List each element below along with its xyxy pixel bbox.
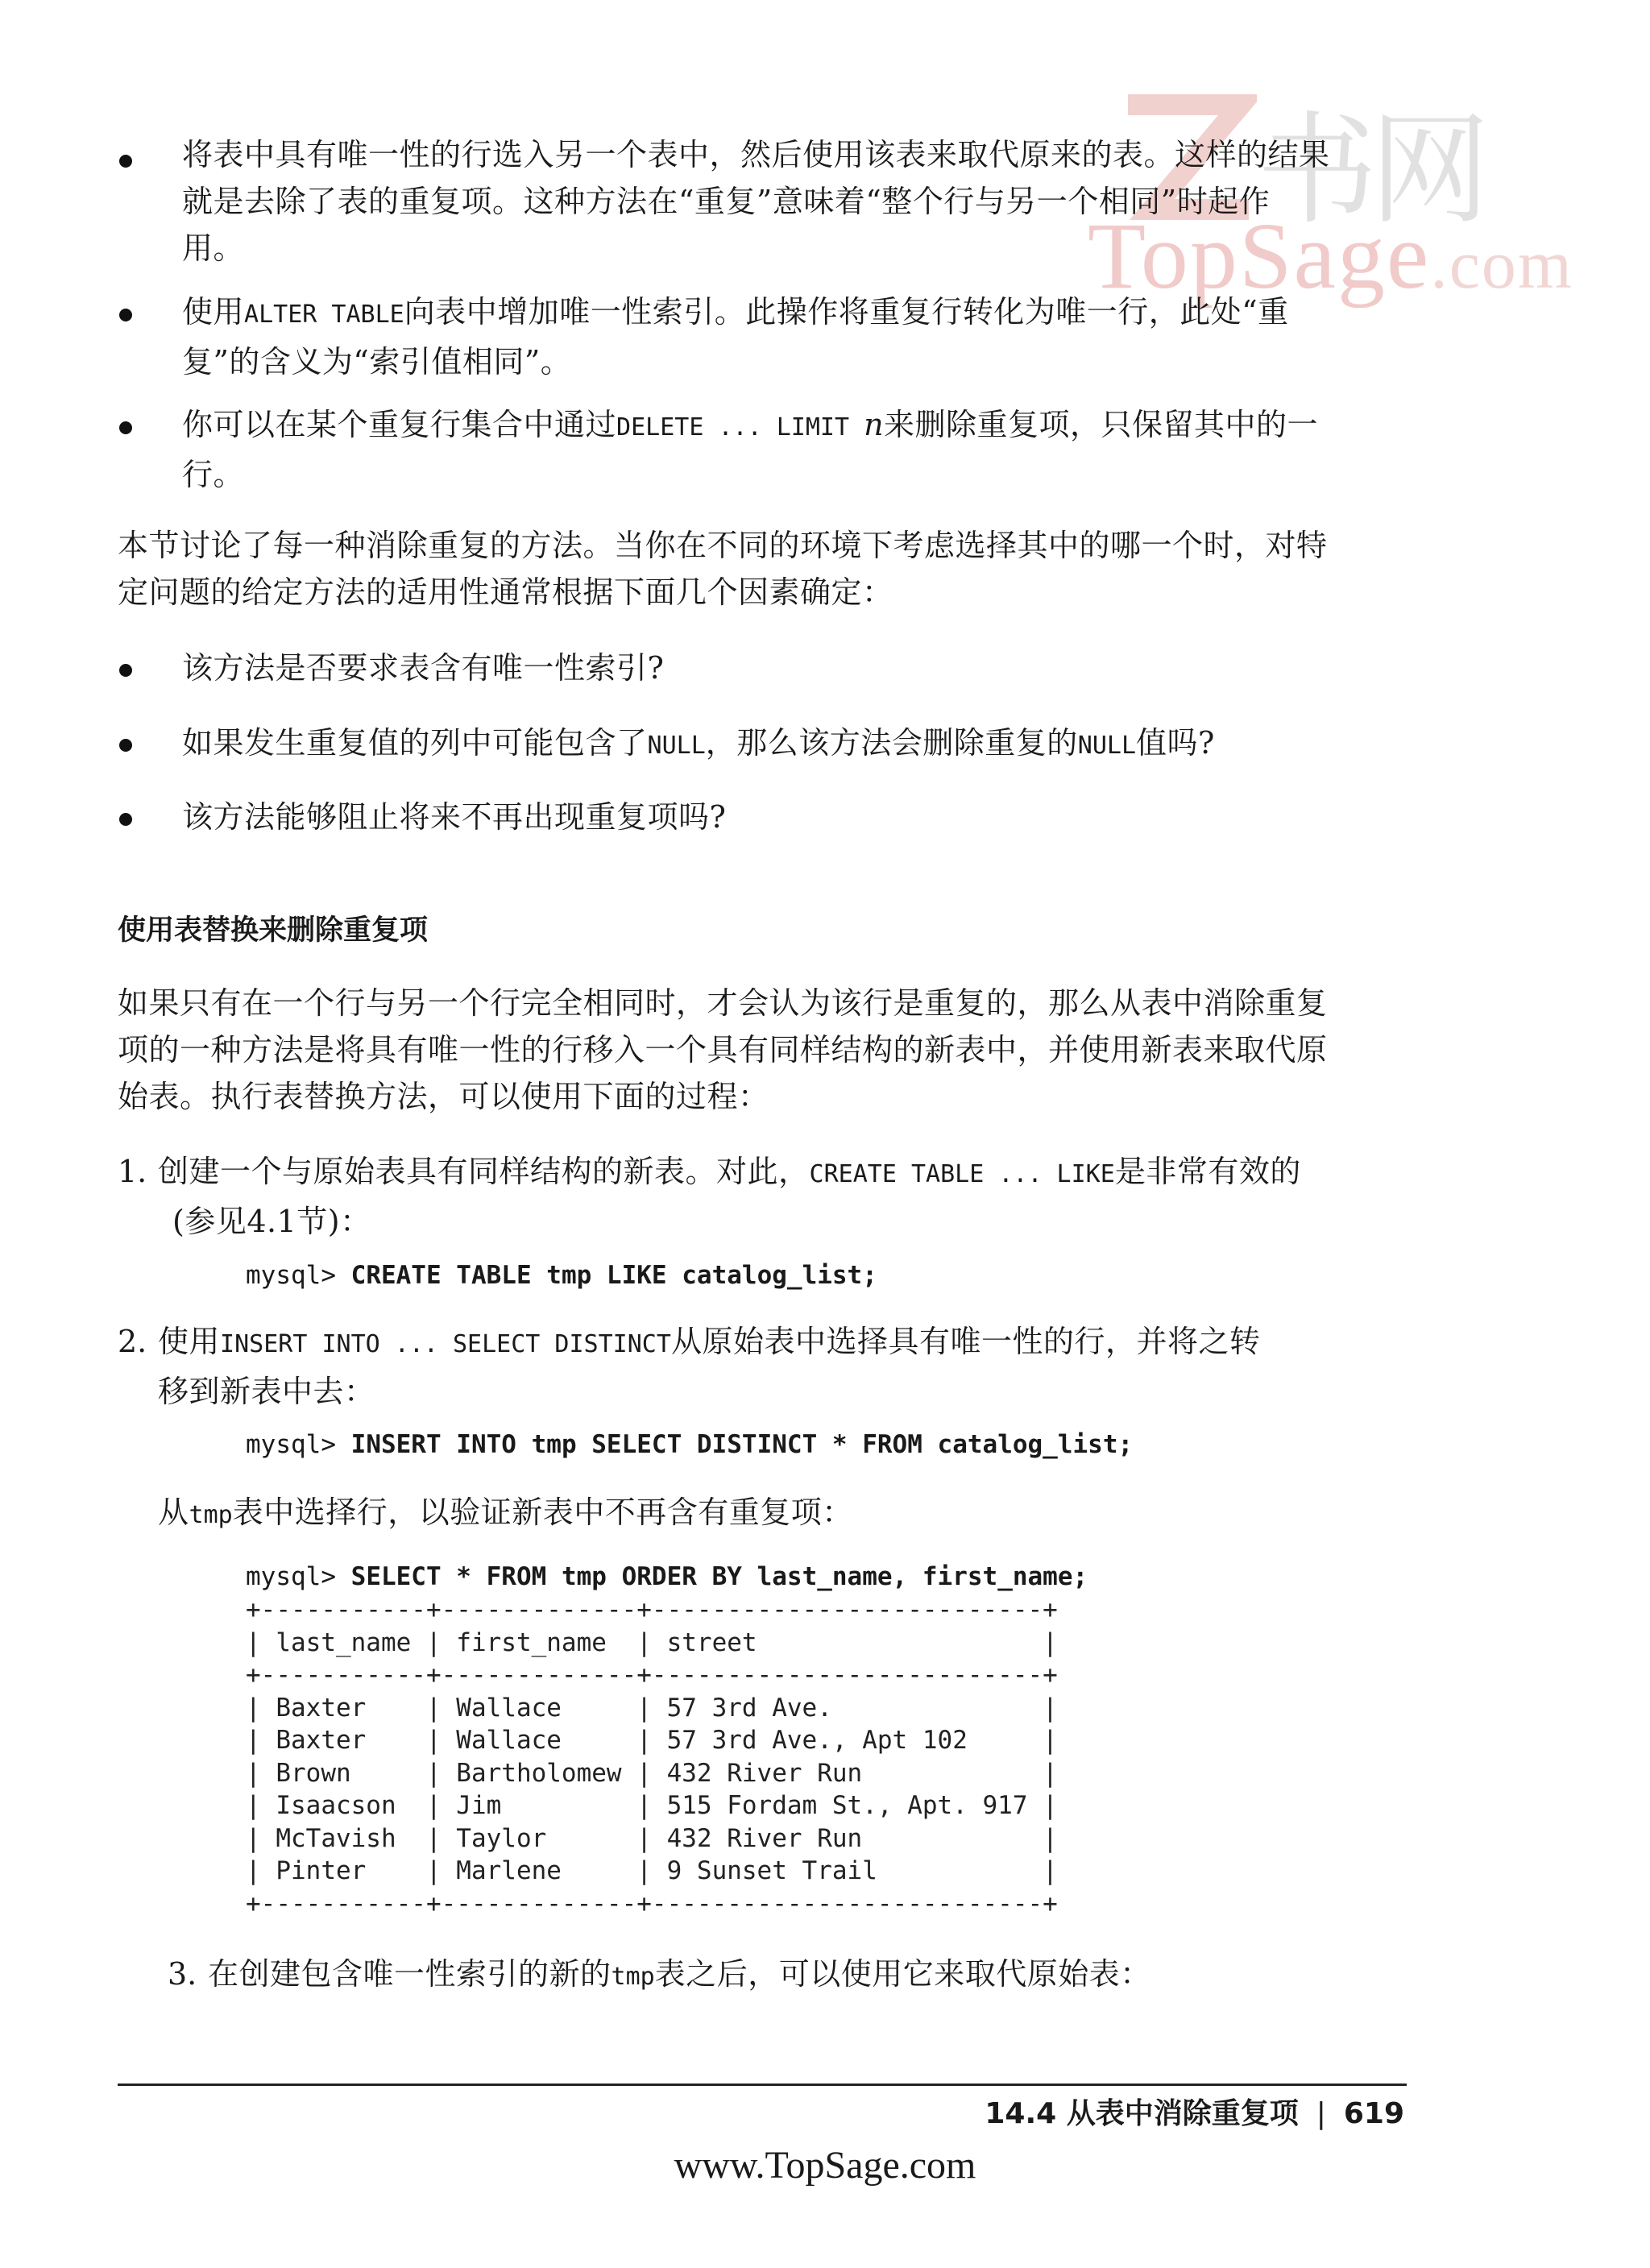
bullet-icon [119,813,132,826]
bullet-line: 行。 [182,457,245,492]
inline-code: INSERT INTO ... SELECT DISTINCT [220,1330,671,1358]
page-footer: 14.4 从表中消除重复项 | 619 [985,2097,1404,2130]
inline-code: NULL [1077,732,1137,760]
inline-code: tmp [189,1501,233,1529]
footer-rule [118,2083,1407,2086]
table-header: | last_name | first_name | street | [246,1627,1058,1657]
footer-section-title: 14.4 从表中消除重复项 [985,2097,1299,2130]
table-row: | Baxter | Wallace | 57 3rd Ave., Apt 102 | [246,1726,1058,1755]
bullet-icon [119,421,132,434]
bullet-icon [119,155,132,168]
step-number: 2. [118,1324,147,1359]
verify-text: 从tmp表中选择行，以验证新表中不再含有重复项： [158,1495,853,1530]
table-row: | Brown | Bartholomew | 432 River Run | [246,1758,1058,1788]
bullet-line: 将表中具有唯一性的行选入另一个表中，然后使用该表来取代原来的表。这样的结果 [182,137,1330,172]
table-row: | Baxter | Wallace | 57 3rd Ave. | [246,1693,1058,1723]
inline-variable: n [864,407,885,442]
section-paragraph: 如果只有在一个行与另一个行完全相同时，才会认为该行是重复的，那么从表中消除重复 项的一种方法是将具有唯一性的行移入一个具有同样结构的新表中，并使用新表来取代原 始表。执行表替换方法，可以使用下面的过程： [118,985,1328,1114]
bullet-icon [119,309,132,321]
site-url: www.TopSage.com [674,2144,976,2187]
step-number: 3. [168,1956,197,1992]
code-line: mysql> SELECT * FROM tmp ORDER BY last_name, first_name; [246,1562,1088,1591]
watermark-brand: TopSage.com [1088,203,1573,309]
code-line: mysql> CREATE TABLE tmp LIKE catalog_list; [246,1261,877,1290]
inline-code: DELETE ... LIMIT [616,413,864,442]
step-text: 在创建包含唯一性索引的新的tmp表之后，可以使用它来取代原始表： [208,1956,1151,1992]
page-number: 619 [1343,2097,1404,2130]
intro-paragraph: 本节讨论了每一种消除重复的方法。当你在不同的环境下考虑选择其中的哪一个时，对特 定问题的给定方法的适用性通常根据下面几个因素确定： [118,528,1328,610]
section-heading: 使用表替换来删除重复项 [118,914,429,947]
step-text: 使用INSERT INTO ... SELECT DISTINCT从原始表中选择具有唯一性的行，并将之转 移到新表中去： [158,1324,1261,1409]
inline-code: CREATE TABLE ... LIKE [809,1160,1115,1188]
table-border: +-----------+-------------+--------------------------+ [246,1661,1058,1690]
table-border: +-----------+-------------+--------------------------+ [246,1889,1058,1918]
inline-code: ALTER TABLE [244,301,404,329]
inline-code: tmp [611,1963,655,1991]
table-border: +-----------+-------------+--------------------------+ [246,1595,1058,1624]
table-row: | Isaacson | Jim | 515 Fordam St., Apt. 917 | [246,1791,1058,1820]
bullet-line: 复”的含义为“索引值相同”。 [182,344,572,379]
step-number: 1. [118,1154,147,1189]
bullet-icon [119,664,132,677]
watermark-cn-text: 书网 [1257,101,1483,241]
code-line: mysql> INSERT INTO tmp SELECT DISTINCT * FROM catalog_list; [246,1430,1134,1459]
bullet-icon [119,739,132,752]
table-row: | McTavish | Taylor | 432 River Run | [246,1823,1058,1853]
bullet-line: 就是去除了表的重复项。这种方法在“重复”意味着“整个行与另一个相同”时起作 [182,184,1271,219]
bullet-line: 用。 [182,230,245,266]
inline-code: NULL [647,732,706,760]
table-row: | Pinter | Marlene | 9 Sunset Trail | [246,1856,1058,1885]
query-result-table [246,1594,1058,1920]
step-text: 创建一个与原始表具有同样结构的新表。对此，CREATE TABLE ... LIKE是非常有效的 (参见4.1节)： [158,1154,1301,1239]
book-page: 书网 TopSage.com 将表中具有唯一性的行选入另一个表中，然后使用该表来取代原来的表。这样的结果 就是去除了表的重复项。这种方法在“重复”意味着“整个行与另一个相同”时起作 用。 使用ALTER TABLE向表中增加唯一性索引。此操作将重复行转化为唯一行，此处“重 复”的含义为“索引值相同”。 你可以在某个重复行集合中通过DELETE ... LIMIT n来删除重复项，只保留其中的一 行。 本节讨论了每一种消除重复的方法。当你在不同的环境下考虑选择其中的哪一个时，对特 定问题的给定方法的适用性通常根据下面几个因素确定： 该方法是否要求表含有唯一性索引? 如果发生重复值的列中可能包含了NULL，那么该方法会删除重复的NULL值吗? 该方法能够阻止将来不再出现重复项吗? 使用表替换来删除重复项 如果只有在一个行与另一个行完全相同时，才会认为该行是重复的，那么从表中消除重复 项的一种方法是将具有唯一性的行移入一个具有同样结构的新表中，并使用新表来取代原 始表。执行表替换方法，可以使用下面的过程： 1. 创建一个与原始表具有同样结构的新表。对此，CREATE TABLE ... LIKE是非常有效的 (参见4.1节)： mysql> CREATE TABLE tmp LIKE catalog_list; 2. 使用INSERT INTO ... SELECT DISTINCT从原始表中选择具有唯一性的行，并将之转 移到新表中去： mysql> INSERT INTO tmp SELECT DISTINCT * FROM catalog_list; 从tmp表中选择行，以验证新表中不再含有重复项： mysql> SELECT * FROM tmp ORDER BY last_name, first_name; +-----------+-------------+--------------------------+ | last_name | first_name | street | +-----------+-------------+--------------------------+ | Baxter | Wallace | 57 3rd Ave. | | Baxter | Wallace | 57 3rd Ave., Apt 102 | | Brown | Bartholomew | 432 River Run | | Isaacson | Jim | 515 Fordam St., Apt. 917 | | McTavish | Taylor | 432 River Run | | Pinter | Marlene | 9 Sunset Trail | +-----------+-------------+--------------------------+ 3. 在创建包含唯一性索引的新的tmp表之后，可以使用它来取代原始表： 14.4 从表中消除重复项 | 619 www.TopSage.com [0,0,1650,2268]
